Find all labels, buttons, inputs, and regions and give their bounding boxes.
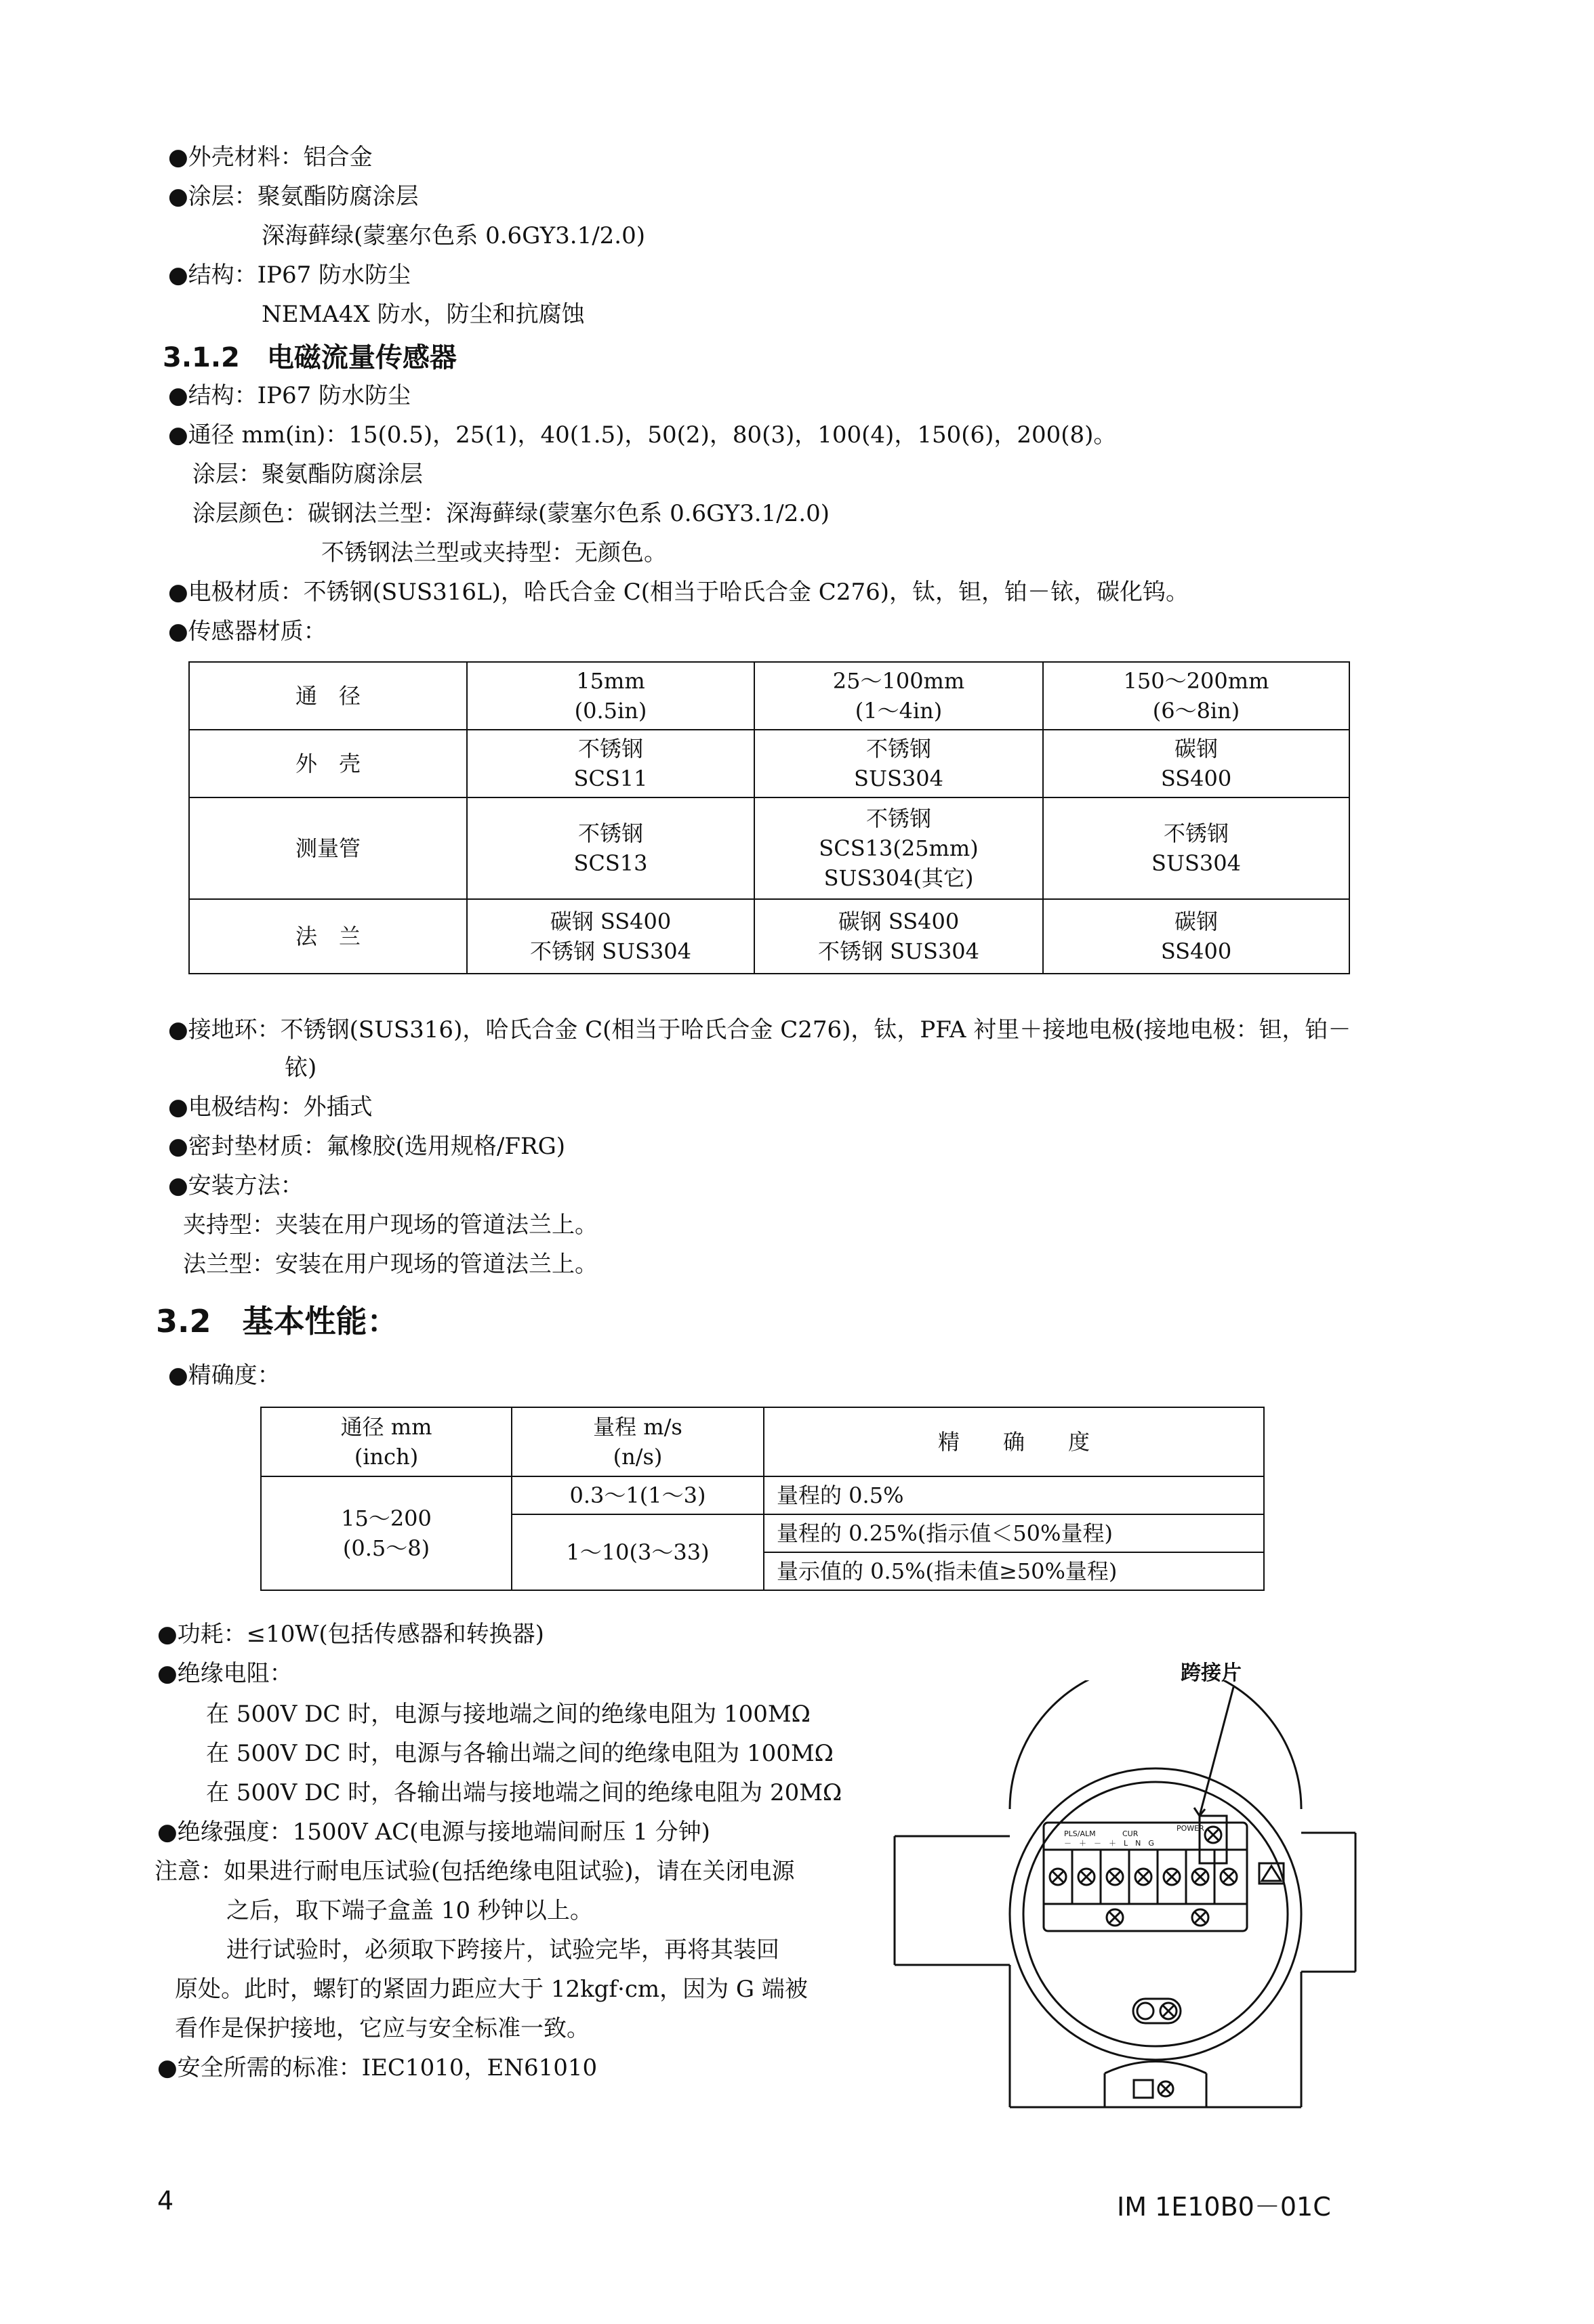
table-cell: 量程的 0.5% [764, 1476, 1264, 1514]
table-cell: 25～100mm (1～4in) [754, 662, 1043, 730]
terminal-label-signs: － ＋ － ＋ L N G [1064, 1839, 1154, 1848]
terminal-label-plsalm: PLS/ALM [1064, 1829, 1096, 1838]
table-cell: 0.3～1(1～3) [512, 1476, 764, 1514]
section-heading-3-1-2: 3.1.2 电磁流量传感器 [163, 342, 457, 373]
table-cell: 不锈钢 SCS13(25mm) SUS304(其它) [754, 797, 1043, 899]
jumper-label: 跨接片 [1181, 1661, 1242, 1685]
note-line-2: 之后，取下端子盒盖 10 秒钟以上。 [226, 1897, 593, 1924]
terminal-box-illustration [881, 1680, 1396, 2128]
spec-accuracy: ●精确度： [168, 1362, 281, 1389]
table-cell: 碳钢 SS400 不锈钢 SUS304 [754, 899, 1043, 974]
table-cell: 通 径 [189, 662, 467, 730]
spec-structure-nema: NEMA4X 防水，防尘和抗腐蚀 [262, 301, 585, 328]
accuracy-table [260, 1407, 1265, 1591]
spec-ground-ring-2: 铱) [285, 1054, 317, 1081]
spec-shell-material: ●外壳材料：铝合金 [168, 144, 373, 171]
table-cell: 碳钢 SS400 [1043, 899, 1349, 974]
table-row [189, 899, 1349, 974]
table-cell: 量示值的 0.5%(指未值≥50%量程) [764, 1552, 1264, 1590]
spec-insulation-1: 在 500V DC 时，电源与接地端之间的绝缘电阻为 100MΩ [206, 1701, 811, 1728]
table-header-cell: 量程 m/s (n/s) [512, 1407, 764, 1476]
spec-install: ●安装方法： [168, 1172, 304, 1199]
spec-sensor-coating-color: 涂层颜色：碳钢法兰型：深海藓绿(蒙塞尔色系 0.6GY3.1/2.0) [192, 500, 830, 527]
note-line-3: 进行试验时，必须取下跨接片，试验完毕，再将其装回 [226, 1936, 779, 1964]
terminal-label-power: POWER [1177, 1824, 1204, 1833]
document-id: IM 1E10B0－01C [1117, 2192, 1331, 2222]
terminal-label-cur: CUR [1122, 1829, 1139, 1838]
spec-structure: ●结构：IP67 防水防尘 [168, 262, 411, 289]
table-cell: 法 兰 [189, 899, 467, 974]
table-cell: 外 壳 [189, 730, 467, 797]
table-cell: 15～200 (0.5～8) [261, 1476, 512, 1590]
spec-diameter: ●通径 mm(in)：15(0.5)，25(1)，40(1.5)，50(2)，80(3)，100(4)，150(6)，200(8)。 [168, 421, 1117, 449]
table-row [189, 797, 1349, 899]
spec-sensor-material: ●传感器材质： [168, 618, 327, 645]
spec-gasket: ●密封垫材质：氟橡胶(选用规格/FRG) [168, 1133, 566, 1160]
table-row [261, 1407, 1264, 1476]
sensor-material-table [188, 661, 1350, 974]
table-row [261, 1476, 1264, 1514]
spec-sensor-structure: ●结构：IP67 防水防尘 [168, 382, 411, 409]
spec-electrode-structure: ●电极结构：外插式 [168, 1094, 373, 1121]
spec-ground-ring: ●接地环：不锈钢(SUS316)，哈氏合金 C(相当于哈氏合金 C276)，钛，PFA 衬里＋接地电极(接地电极：钽，铂－ [168, 1016, 1351, 1043]
note-line-5: 看作是保护接地，它应与安全标准一致。 [175, 2015, 590, 2042]
table-cell: 不锈钢 SCS11 [467, 730, 754, 797]
spec-power: ●功耗：≤10W(包括传感器和转换器) [157, 1621, 544, 1648]
table-cell: 不锈钢 SUS304 [754, 730, 1043, 797]
table-cell: 150～200mm (6～8in) [1043, 662, 1349, 730]
spec-electrode: ●电极材质：不锈钢(SUS316L)，哈氏合金 C(相当于哈氏合金 C276)，钛，钽，铂－铱，碳化钨。 [168, 579, 1189, 606]
spec-insulation: ●绝缘电阻： [157, 1660, 293, 1687]
section-heading-3-2: 3.2 基本性能： [156, 1303, 398, 1340]
spec-install-flange: 法兰型：安装在用户现场的管道法兰上。 [183, 1251, 598, 1278]
table-header-cell: 精 确 度 [764, 1407, 1264, 1476]
table-cell: 碳钢 SS400 不锈钢 SUS304 [467, 899, 754, 974]
spec-insulation-3: 在 500V DC 时，各输出端与接地端之间的绝缘电阻为 20MΩ [206, 1779, 842, 1806]
table-row [189, 730, 1349, 797]
spec-sensor-coating-color-2: 不锈钢法兰型或夹持型：无颜色。 [321, 539, 667, 566]
table-cell: 量程的 0.25%(指示值＜50%量程) [764, 1514, 1264, 1552]
table-header-cell: 通径 mm (inch) [261, 1407, 512, 1476]
spec-sensor-coating: 涂层：聚氨酯防腐涂层 [192, 461, 423, 488]
spec-insulation-strength: ●绝缘强度：1500V AC(电源与接地端间耐压 1 分钟) [157, 1819, 710, 1846]
table-cell: 15mm (0.5in) [467, 662, 754, 730]
spec-coating-color: 深海藓绿(蒙塞尔色系 0.6GY3.1/2.0) [262, 222, 646, 249]
table-cell: 不锈钢 SUS304 [1043, 797, 1349, 899]
spec-install-wafer: 夹持型：夹装在用户现场的管道法兰上。 [183, 1211, 598, 1239]
page-number: 4 [157, 2186, 174, 2216]
spec-insulation-2: 在 500V DC 时，电源与各输出端之间的绝缘电阻为 100MΩ [206, 1740, 834, 1767]
spec-safety-standard: ●安全所需的标准：IEC1010，EN61010 [157, 2054, 598, 2081]
note-line-4: 原处。此时，螺钉的紧固力距应大于 12kgf·cm，因为 G 端被 [175, 1976, 808, 2003]
note-line-1: 注意：如果进行耐电压试验(包括绝缘电阻试验)，请在关闭电源 [155, 1858, 795, 1885]
table-cell: 测量管 [189, 797, 467, 899]
table-cell: 碳钢 SS400 [1043, 730, 1349, 797]
table-cell: 不锈钢 SCS13 [467, 797, 754, 899]
spec-coating: ●涂层：聚氨酯防腐涂层 [168, 183, 419, 210]
table-row [189, 662, 1349, 730]
table-cell: 1～10(3～33) [512, 1514, 764, 1590]
